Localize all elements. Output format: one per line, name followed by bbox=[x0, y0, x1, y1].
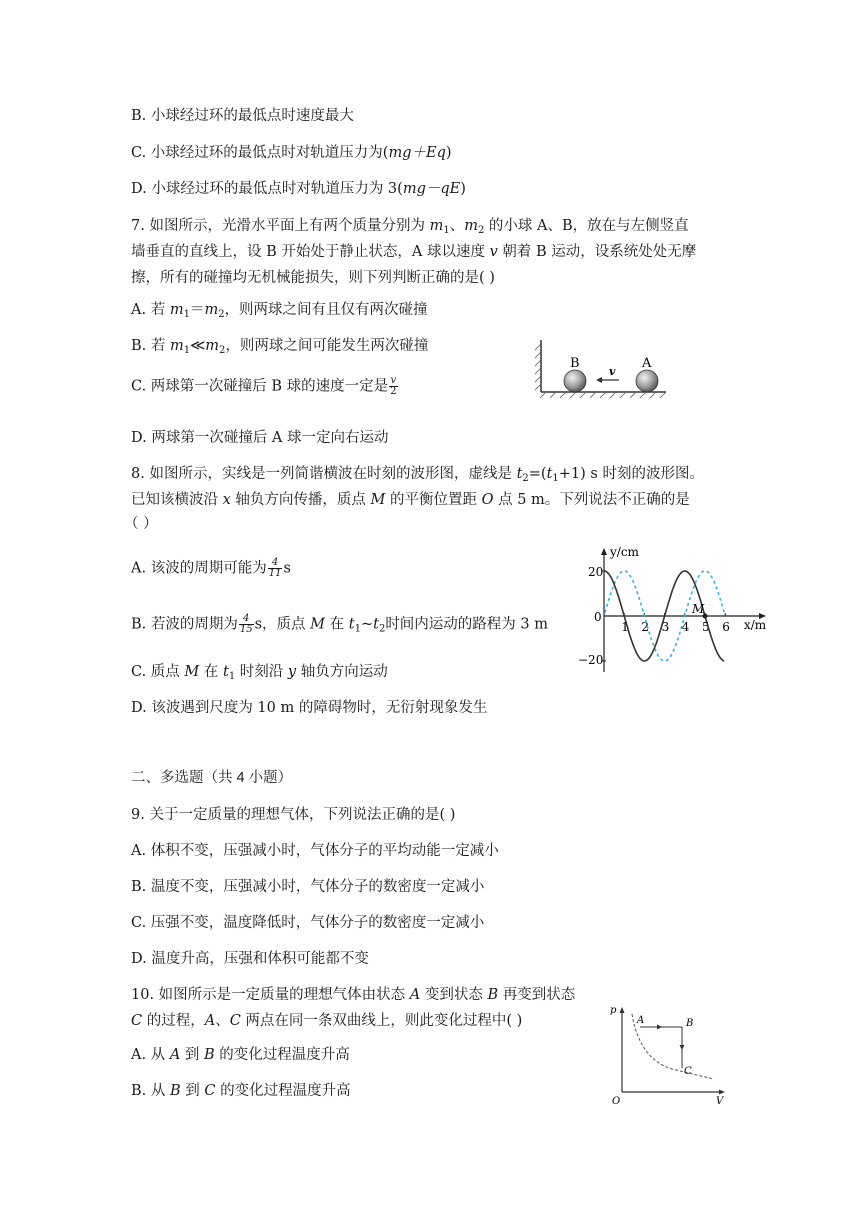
q9-option-c: C. 压强不变，温度降低时，气体分子的数密度一定减小 bbox=[131, 915, 485, 931]
state-b-label: B bbox=[686, 1018, 694, 1029]
q7-stem-line3: 擦，所有的碰撞均无机械能损失，则下列判断正确的是( ) bbox=[131, 270, 495, 286]
y-tick-top: 20 bbox=[588, 565, 604, 579]
ball-b bbox=[564, 370, 586, 392]
q7-option-c: C. 两球第一次碰撞后 B 球的速度一定是 $\frac{v}{2}$ bbox=[131, 375, 397, 397]
q9-option-a: A. 体积不变，压强减小时，气体分子的平均动能一定减小 bbox=[131, 843, 499, 859]
q10-option-a: A. 从 A 到 B 的变化过程温度升高 bbox=[131, 1047, 350, 1063]
q7-collision-figure bbox=[532, 336, 672, 402]
x-tick-label: 2 bbox=[641, 620, 650, 634]
fraction-v-over-2: $\frac{v}{2}$ bbox=[390, 375, 397, 397]
q7-stem-line1: 7. 如图所示，光滑水平面上有两个质量分别为 $m_1$、$m_2$ 的小球 A、B，放在与左侧竖直 bbox=[131, 218, 689, 236]
fraction-4-over-15: $\frac{4}{15}$ bbox=[239, 613, 253, 635]
x-tick-label: 1 bbox=[621, 620, 629, 634]
q6-option-c: C. 小球经过环的最低点时对轨道压力为(mg＋Eq) bbox=[131, 145, 452, 161]
state-a-label: A bbox=[637, 1015, 645, 1026]
q8-option-a: A. 该波的周期可能为 $\frac{4}{11}$ s bbox=[131, 557, 291, 579]
q10-option-b: B. 从 B 到 C 的变化过程温度升高 bbox=[131, 1083, 351, 1099]
x-axis-label: x/m bbox=[744, 618, 767, 632]
q6-option-d: D. 小球经过环的最低点时对轨道压力为 3(mg－qE) bbox=[131, 181, 466, 197]
q6-option-b: B. 小球经过环的最低点时速度最大 bbox=[131, 108, 354, 124]
x-tick-label: 4 bbox=[681, 620, 690, 634]
state-c-label: C bbox=[684, 1066, 692, 1077]
x-tick-label: 6 bbox=[722, 620, 730, 634]
x-tick-label: 5 bbox=[702, 620, 710, 634]
q8-option-b: B. 若波的周期为 $\frac{4}{15}$ s，质点 M 在 $t_1\sim t_2$时间内运动的路程为 3 m bbox=[131, 613, 549, 635]
section-title: 二、多选题（共 4 小题） bbox=[131, 770, 293, 786]
fraction-4-over-11: $\frac{4}{11}$ bbox=[268, 557, 282, 579]
label-v: v bbox=[609, 365, 616, 378]
q9-option-b: B. 温度不变，压强减小时，气体分子的数密度一定减小 bbox=[131, 879, 485, 895]
isotherm-curve bbox=[632, 1014, 714, 1079]
q10-stem-line1: 10. 如图所示是一定质量的理想气体由状态 A 变到状态 B 再变到状态 bbox=[131, 987, 576, 1003]
label-a: A bbox=[642, 356, 652, 371]
q10-pv-diagram bbox=[604, 1000, 734, 1108]
y-tick-bottom: −20 bbox=[578, 653, 604, 667]
q8-stem-line2: 已知该横波沿 x 轴负方向传播，质点 M 的平衡位置距 O 点 5 m。下列说法不正确的是 bbox=[131, 492, 690, 508]
p-label: p bbox=[610, 1005, 617, 1016]
x-tick-label: 3 bbox=[661, 620, 670, 634]
q9-stem: 9. 关于一定质量的理想气体，下列说法正确的是( ) bbox=[131, 807, 456, 823]
q7-option-a: A. 若 $m_1=m_2$，则两球之间有且仅有两次碰撞 bbox=[131, 302, 428, 320]
q7-option-b: B. 若 $m_1≪m_2$，则两球之间可能发生两次碰撞 bbox=[131, 338, 429, 356]
ball-a bbox=[636, 370, 658, 392]
q8-stem-line1: 8. 如图所示，实线是一列简谐横波在时刻的波形图，虚线是 $t_2=(t_1+1)$ s 时刻的波形图。 bbox=[131, 466, 704, 484]
q8-option-d: D. 该波遇到尺度为 10 m 的障碍物时，无衍射现象发生 bbox=[131, 700, 488, 716]
point-m-label: M bbox=[692, 602, 705, 616]
o-label: O bbox=[612, 1096, 621, 1107]
q8-stem-line3: （ ） bbox=[124, 516, 158, 532]
q7-stem-line2: 墙垂直的直线上，设 B 开始处于静止状态，A 球以速度 v 朝着 B 运动，设系统处处无摩 bbox=[131, 244, 697, 260]
q8-wave-graph bbox=[574, 540, 774, 680]
label-b: B bbox=[570, 356, 580, 371]
q8-option-c: C. 质点 M 在 $t_1$ 时刻沿 y 轴负方向运动 bbox=[131, 664, 388, 682]
v-label: V bbox=[716, 1096, 724, 1107]
q9-option-d: D. 温度升高，压强和体积可能都不变 bbox=[131, 951, 369, 967]
origin-label: 0 bbox=[594, 610, 602, 624]
y-axis-label: y/cm bbox=[610, 545, 639, 559]
q10-stem-line2: C 的过程，A、C 两点在同一条双曲线上，则此变化过程中( ) bbox=[131, 1013, 523, 1029]
q7-option-d: D. 两球第一次碰撞后 A 球一定向右运动 bbox=[131, 430, 389, 446]
